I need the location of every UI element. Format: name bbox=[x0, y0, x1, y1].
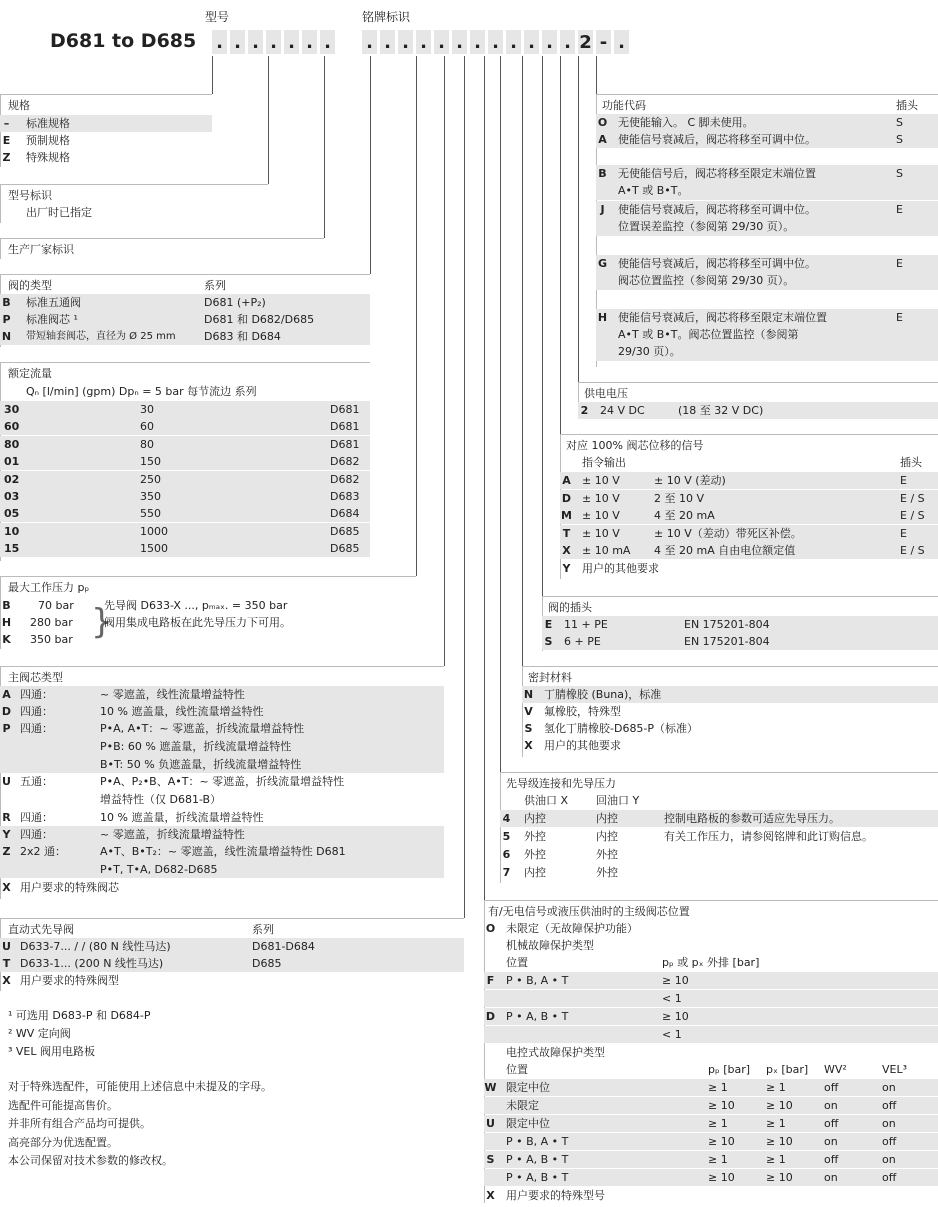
spool-type: 四通： bbox=[20, 828, 53, 841]
spool-row: U 五通： P•A、P₂•B、A•T：~ 零遮盖，折线流量增益特性 增益特性（仅 D681-B） bbox=[2, 775, 345, 806]
signal-title: 对应 100% 阀芯位移的信号 bbox=[566, 439, 704, 452]
flow-series: D681 bbox=[330, 420, 360, 434]
flow-value: 150 bbox=[140, 455, 161, 469]
code-box: . bbox=[284, 30, 299, 54]
seal-row: X 用户的其他要求 bbox=[524, 739, 621, 752]
cell: off bbox=[824, 1153, 839, 1166]
spec-row: E 预制规格 bbox=[2, 134, 70, 147]
cell: P • A, B • T bbox=[506, 1153, 569, 1166]
pilot-conn-row: 4 内控 内控 bbox=[500, 810, 938, 827]
flow-row bbox=[0, 523, 370, 540]
seal-row: S 氢化丁腈橡胶-D685-P（标准） bbox=[524, 722, 699, 735]
model-id-title: 型号标识 bbox=[8, 189, 52, 202]
connector-row: S 6 + PE EN 175201-804 bbox=[542, 633, 938, 650]
cell: P • A, B • T bbox=[506, 1171, 569, 1184]
signal-value: ± 10 V (差动) bbox=[654, 474, 726, 487]
pressure-note: 阀用集成电路板在此先导压力下可用。 bbox=[104, 616, 291, 629]
code-box: . bbox=[362, 30, 377, 54]
code-box: . bbox=[320, 30, 335, 54]
flow-row bbox=[0, 453, 370, 470]
function-desc: 阀芯位置监控（参阅第 29/30 页）。 bbox=[618, 274, 795, 287]
spool-desc: 10 % 遮盖量，线性流量增益特性 bbox=[100, 705, 264, 718]
cell: ≥ 10 bbox=[708, 1171, 735, 1184]
pilot-title: 直动式先导阀 bbox=[8, 923, 74, 936]
factory-id-title: 生产厂家标识 bbox=[8, 243, 74, 256]
flow-value: 80 bbox=[140, 437, 154, 451]
signal-cmd: ± 10 V bbox=[582, 491, 620, 505]
spool-type: 四通： bbox=[20, 811, 53, 824]
spool-row: R 四通： 10 % 遮盖量，折线流量增益特性 bbox=[2, 811, 264, 824]
code-box: 2 bbox=[579, 31, 592, 53]
pressure-title: 最大工作压力 pₚ bbox=[8, 581, 90, 594]
pressure-row: H 280 bar bbox=[1, 616, 73, 629]
pilot-row: U D633-7... / / (80 N 线性马达) D681-D684 bbox=[0, 938, 464, 955]
flow-row bbox=[0, 401, 370, 418]
flow-row bbox=[0, 471, 370, 488]
factory-id-section bbox=[0, 238, 324, 259]
code-box: . bbox=[524, 30, 539, 54]
valve-type-row: P 标准阀芯 ¹ D681 和 D682/D685 bbox=[0, 311, 370, 328]
flow-series: D682 bbox=[330, 455, 360, 469]
cell: 限定中位 bbox=[506, 1117, 550, 1130]
flow-value: 550 bbox=[140, 507, 161, 521]
flow-series: D681 bbox=[330, 437, 360, 451]
valve-type-row: B 标准五通阀 D681 (+P₂) bbox=[0, 294, 370, 311]
cell: off bbox=[824, 1117, 839, 1130]
spool-row: Y 四通： ~ 零遮盖，折线流量增益特性 bbox=[0, 826, 444, 843]
failsafe-mech-row bbox=[484, 990, 938, 1007]
cell: on bbox=[882, 1153, 896, 1166]
function-desc: 使能信号衰减后，阀芯将移至可调中位。 bbox=[618, 133, 816, 146]
pilot-row: X 用户要求的特殊阀型 bbox=[2, 974, 119, 987]
spool-desc: ~ 零遮盖，折线流量增益特性 bbox=[100, 828, 245, 841]
signal-row: A ± 10 V ± 10 V (差动) E bbox=[560, 472, 938, 489]
cell: ≥ 1 bbox=[708, 1081, 728, 1094]
code-box: . bbox=[542, 30, 557, 54]
signal-plug: E bbox=[900, 474, 907, 487]
pilot-conn-row: 6 外控 外控 bbox=[502, 848, 618, 861]
valve-type-row: N 带短轴套阀芯，直径为 Ø 25 mm D683 和 D684 bbox=[0, 328, 370, 345]
pilot-section bbox=[0, 918, 464, 991]
signal-section bbox=[560, 434, 938, 579]
spool-row: X 用户要求的特殊阀芯 bbox=[2, 881, 119, 894]
cell: ≥ 10 bbox=[662, 974, 689, 987]
flow-code: 03 bbox=[4, 490, 20, 503]
supply-title: 供电电压 bbox=[584, 387, 628, 400]
flow-row bbox=[0, 488, 370, 505]
signal-cmd: ± 10 V bbox=[582, 474, 620, 487]
pilot-conn-x-label: 供油口 X bbox=[524, 794, 569, 807]
brace-icon: } bbox=[91, 602, 113, 642]
model-id-desc: 出厂时已指定 bbox=[26, 206, 92, 219]
spec-section bbox=[0, 94, 212, 167]
code-box: . bbox=[248, 30, 263, 54]
failsafe-elec-row: S P • A, B • T ≥ 1 ≥ 1 off on bbox=[484, 1151, 938, 1168]
spool-desc: P•A, A•T：~ 零遮盖，折线流量增益特性 bbox=[100, 722, 305, 735]
function-row: G 使能信号衰减后，阀芯将移至可调中位。 阀芯位置监控（参阅第 29/30 页）。 E bbox=[596, 255, 938, 290]
function-desc: 无使能信号后，阀芯将移至限定末端位置 bbox=[618, 167, 816, 180]
cell: on bbox=[824, 1099, 838, 1112]
function-title: 功能代码 bbox=[602, 99, 646, 112]
cell: ≥ 10 bbox=[766, 1171, 793, 1184]
valve-type-title: 阀的类型 bbox=[8, 279, 52, 292]
function-row: J 使能信号衰减后，阀芯将移至可调中位。 位置误差监控（参阅第 29/30 页）。 E bbox=[596, 201, 938, 236]
signal-value: 4 至 20 mA 自由电位额定值 bbox=[654, 544, 796, 558]
seal-row: V 氟橡胶，特殊型 bbox=[524, 705, 621, 718]
spool-type: 用户要求的特殊阀芯 bbox=[20, 881, 119, 894]
function-desc: A•T 或 B•T。 bbox=[618, 184, 689, 197]
signal-plug: E bbox=[900, 526, 907, 540]
cell: ≥ 10 bbox=[766, 1135, 793, 1148]
failsafe-elec-row bbox=[484, 1097, 938, 1114]
function-plug: E bbox=[896, 257, 903, 270]
signal-value: ± 10 V（差动）带死区补偿。 bbox=[654, 526, 802, 540]
flow-series: D684 bbox=[330, 507, 360, 521]
spool-desc: P•T, T•A, D682-D685 bbox=[100, 863, 218, 876]
code-box: . bbox=[380, 30, 395, 54]
cell: ≥ 10 bbox=[708, 1135, 735, 1148]
notes bbox=[8, 1078, 272, 1171]
signal-cmd: ± 10 V bbox=[582, 526, 620, 540]
note: 并非所有组合产品均可提供。 bbox=[8, 1117, 151, 1130]
pilot-series-label: 系列 bbox=[252, 923, 274, 936]
code-box: . bbox=[266, 30, 281, 54]
spool-desc: A•T、B•T₂：~ 零遮盖，线性流量增益特性 D681 bbox=[100, 845, 346, 858]
flow-code: 05 bbox=[4, 507, 20, 521]
connector-title: 阀的插头 bbox=[548, 601, 592, 614]
function-plug: S bbox=[896, 116, 903, 129]
code-box: . bbox=[488, 30, 503, 54]
signal-row: Y 用户的其他要求 bbox=[562, 562, 659, 575]
failsafe-mech-row bbox=[484, 1026, 938, 1043]
code-box: . bbox=[434, 30, 449, 54]
cell: 用户要求的特殊型号 bbox=[506, 1189, 605, 1202]
code-box: . bbox=[560, 30, 575, 54]
pilot-conn-row: 7 内控 外控 bbox=[502, 866, 618, 879]
function-row: H 使能信号衰减后，阀芯将移至限定末端位置 A•T 或 B•T。阀芯位置监控（参阅第 29/30 页）。 E bbox=[596, 309, 938, 361]
cell: VEL³ bbox=[882, 1063, 908, 1076]
flow-code: 02 bbox=[4, 472, 20, 486]
code-box: . bbox=[452, 30, 467, 54]
seal-title: 密封材料 bbox=[528, 671, 572, 684]
model-id-section bbox=[0, 184, 268, 223]
cell: 机械故障保护类型 bbox=[506, 939, 594, 952]
plug-label: 插头 bbox=[896, 99, 918, 112]
spool-desc: P•B: 60 % 遮盖量，折线流量增益特性 bbox=[100, 740, 292, 753]
function-desc: 29/30 页）。 bbox=[618, 345, 681, 358]
connector-row: E 11 + PE EN 175201-804 bbox=[542, 616, 938, 633]
cell: off bbox=[882, 1171, 897, 1184]
seal-row: N 丁腈橡胶 (Buna)，标准 bbox=[522, 686, 938, 703]
signal-plug-label: 插头 bbox=[900, 456, 922, 469]
failsafe-mech-row: D P • A, B • T ≥ 10 bbox=[484, 1008, 938, 1025]
code-box: . bbox=[614, 30, 629, 54]
flow-code: 10 bbox=[4, 524, 20, 538]
flow-value: 250 bbox=[140, 472, 161, 486]
signal-row: X ± 10 mA 4 至 20 mA 自由电位额定值 E / S bbox=[560, 542, 938, 559]
spool-type: 四通： bbox=[20, 705, 53, 718]
code-box: - bbox=[596, 30, 611, 54]
signal-cmd: ± 10 mA bbox=[582, 544, 631, 558]
flow-row bbox=[0, 540, 370, 557]
signal-row: M ± 10 V 4 至 20 mA E / S bbox=[560, 507, 938, 524]
seal-section bbox=[522, 666, 938, 757]
function-desc: 无使能输入。 C 脚未使用。 bbox=[618, 116, 754, 129]
supply-row: 2 24 V DC (18 至 32 V DC) bbox=[578, 402, 938, 419]
signal-cmd-label: 指令输出 bbox=[582, 456, 626, 469]
flow-series: D683 bbox=[330, 490, 360, 503]
cell: on bbox=[824, 1135, 838, 1148]
code-box: . bbox=[416, 30, 431, 54]
valve-type-section bbox=[0, 274, 370, 347]
failsafe-section bbox=[484, 900, 938, 1203]
failsafe-header bbox=[484, 1061, 938, 1078]
spool-desc: 10 % 遮盖量，折线流量增益特性 bbox=[100, 811, 264, 824]
signal-plug: E / S bbox=[900, 509, 925, 523]
code-box: . bbox=[470, 30, 485, 54]
function-row: B 无使能信号后，阀芯将移至限定末端位置 A•T 或 B•T。 S bbox=[596, 165, 938, 200]
pilot-conn-note: 有关工作压力，请参阅铭牌和此订购信息。 bbox=[664, 830, 873, 843]
code-box: . bbox=[212, 30, 227, 54]
function-plug: E bbox=[896, 311, 903, 324]
function-plug: E bbox=[896, 203, 903, 216]
cell: P • B, A • T bbox=[506, 974, 569, 987]
spool-type: 四通： bbox=[20, 688, 53, 701]
flow-title: 额定流量 bbox=[8, 367, 52, 380]
spool-type: 五通： bbox=[20, 775, 53, 788]
spool-desc: B•T: 50 % 负遮盖量，折线流量增益特性 bbox=[100, 758, 302, 771]
cell: off bbox=[882, 1099, 897, 1112]
cell: < 1 bbox=[662, 992, 682, 1005]
flow-row bbox=[0, 436, 370, 453]
failsafe-header bbox=[484, 954, 938, 971]
function-plug: S bbox=[896, 133, 903, 146]
note: 对于特殊选配件，可能使用上述信息中未提及的字母。 bbox=[8, 1080, 272, 1093]
spool-row: Z 2x2 通： A•T、B•T₂：~ 零遮盖，线性流量增益特性 D681 P•T, T•A, D682-D685 bbox=[0, 843, 444, 878]
spool-row: A 四通： ~ 零遮盖，线性流量增益特性 bbox=[0, 686, 444, 703]
nameplate-label: 铭牌标识 bbox=[362, 10, 411, 24]
flow-value: 1000 bbox=[140, 524, 168, 538]
cell: on bbox=[824, 1171, 838, 1184]
failsafe-subtitle bbox=[484, 937, 938, 954]
cell: on bbox=[882, 1081, 896, 1094]
flow-row bbox=[0, 418, 370, 435]
pilot-conn-row: 5 外控 内控 bbox=[502, 830, 618, 843]
code-box: . bbox=[506, 30, 521, 54]
cell: ≥ 10 bbox=[662, 1010, 689, 1023]
cell: on bbox=[882, 1117, 896, 1130]
function-section bbox=[596, 94, 938, 367]
footnote: ³ VEL 阀用电路板 bbox=[8, 1045, 96, 1058]
cell: 位置 bbox=[506, 956, 528, 969]
cell: ≥ 10 bbox=[708, 1099, 735, 1112]
spool-desc: P•A、P₂•B、A•T：~ 零遮盖，折线流量增益特性 bbox=[100, 775, 345, 788]
pressure-section bbox=[0, 576, 416, 649]
cell: ≥ 10 bbox=[766, 1099, 793, 1112]
cell: ≥ 1 bbox=[766, 1117, 786, 1130]
flow-code: 80 bbox=[4, 437, 20, 451]
connector-section bbox=[542, 596, 938, 651]
signal-plug: E / S bbox=[900, 491, 925, 505]
cell: 未限定（无故障保护功能） bbox=[506, 922, 638, 935]
series-label: 系列 bbox=[204, 279, 226, 292]
pressure-row: K 350 bar bbox=[2, 633, 73, 646]
pilot-row: T D633-1... (200 N 线性马达) D685 bbox=[0, 955, 464, 972]
note: 高亮部分为优选配置。 bbox=[8, 1135, 118, 1149]
cell: ≥ 1 bbox=[708, 1117, 728, 1130]
spool-row: D 四通： 10 % 遮盖量，线性流量增益特性 bbox=[0, 703, 444, 720]
page-title: D681 to D685 bbox=[50, 30, 197, 52]
cell: ≥ 1 bbox=[766, 1081, 786, 1094]
spool-type: 2x2 通： bbox=[20, 845, 67, 858]
cell: off bbox=[824, 1081, 839, 1094]
flow-series: D685 bbox=[330, 524, 360, 538]
flow-value: 350 bbox=[140, 490, 161, 503]
function-desc: A•T 或 B•T。阀芯位置监控（参阅第 bbox=[618, 328, 799, 341]
code-box: . bbox=[398, 30, 413, 54]
function-desc: 使能信号衰减后，阀芯将移至限定末端位置 bbox=[618, 311, 827, 324]
function-plug: S bbox=[896, 167, 903, 180]
flow-code: 30 bbox=[4, 403, 20, 416]
function-row: A 使能信号衰减后，阀芯将移至可调中位。 S bbox=[596, 131, 938, 148]
pressure-note: 先导阀 D633-X ..., pₘₐₓ. = 350 bar bbox=[104, 599, 288, 612]
footnotes bbox=[8, 1007, 151, 1061]
model-label: 型号 bbox=[205, 10, 230, 24]
flow-section bbox=[0, 362, 370, 561]
pilot-conn-note: 控制电路板的参数可适应先导压力。 bbox=[664, 812, 840, 825]
signal-plug: E / S bbox=[900, 544, 925, 558]
failsafe-elec-row bbox=[484, 1133, 938, 1150]
flow-value: 60 bbox=[140, 420, 154, 434]
function-row: O 无使能输入。 C 脚未使用。 S bbox=[596, 114, 938, 131]
spool-desc: 增益特性（仅 D681-B） bbox=[100, 793, 222, 806]
code-box: . bbox=[230, 30, 245, 54]
footnote: ¹ 可选用 D683-P 和 D684-P bbox=[8, 1009, 151, 1022]
cell: pₚ [bar] bbox=[708, 1063, 751, 1076]
cell: pₚ 或 pₓ 外排 [bar] bbox=[662, 956, 760, 969]
signal-cmd: ± 10 V bbox=[582, 509, 620, 523]
pilot-conn-y-label: 回油口 Y bbox=[596, 794, 640, 807]
flow-subtitle: Qₙ [l/min] (gpm) Dpₙ = 5 bar 每节流边 系列 bbox=[26, 385, 257, 398]
code-box: . bbox=[302, 30, 317, 54]
signal-value: 4 至 20 mA bbox=[654, 509, 715, 523]
spool-type: 四通： bbox=[20, 722, 53, 735]
failsafe-elec-row bbox=[484, 1169, 938, 1186]
cell: ≥ 1 bbox=[708, 1153, 728, 1166]
spec-row: Z 特殊规格 bbox=[2, 151, 70, 164]
signal-value: 2 至 10 V bbox=[654, 491, 705, 505]
spool-title: 主阀芯类型 bbox=[8, 671, 63, 684]
flow-series: D685 bbox=[330, 542, 360, 556]
flow-row bbox=[0, 505, 370, 522]
note: 本公司保留对技术参数的修改权。 bbox=[8, 1154, 173, 1167]
failsafe-subtitle bbox=[484, 1044, 938, 1061]
failsafe-elec-row: W 限定中位 ≥ 1 ≥ 1 off on bbox=[484, 1079, 938, 1096]
flow-code: 60 bbox=[4, 420, 20, 434]
failsafe-row: O 未限定（无故障保护功能） bbox=[485, 922, 638, 935]
cell: 电控式故障保护类型 bbox=[506, 1046, 605, 1059]
failsafe-elec-row: U 限定中位 ≥ 1 ≥ 1 off on bbox=[484, 1115, 938, 1132]
cell: WV² bbox=[824, 1063, 847, 1076]
supply-section bbox=[578, 382, 938, 419]
pilot-conn-title: 先导级连接和先导压力 bbox=[506, 777, 616, 790]
signal-row: T ± 10 V ± 10 V（差动）带死区补偿。 E bbox=[560, 525, 938, 542]
cell: 位置 bbox=[506, 1063, 528, 1076]
cell: P • A, B • T bbox=[506, 1010, 569, 1023]
spool-desc: ~ 零遮盖，线性流量增益特性 bbox=[100, 688, 245, 701]
signal-cmd: 用户的其他要求 bbox=[582, 562, 659, 575]
spec-row: – 标准规格 bbox=[0, 115, 212, 132]
cell: 未限定 bbox=[506, 1099, 539, 1112]
cell: 限定中位 bbox=[506, 1081, 550, 1094]
cell: off bbox=[882, 1135, 897, 1148]
function-desc: 使能信号衰减后，阀芯将移至可调中位。 bbox=[618, 203, 816, 216]
spool-row: P 四通： P•A, A•T：~ 零遮盖，折线流量增益特性 P•B: 60 % 遮盖量，折线流量增益特性 B•T: 50 % 负遮盖量，折线流量增益特性 bbox=[0, 720, 444, 773]
flow-value: 1500 bbox=[140, 542, 168, 556]
cell: P • B, A • T bbox=[506, 1135, 569, 1148]
spool-section bbox=[0, 666, 444, 899]
flow-series: D681 bbox=[330, 403, 360, 416]
flow-code: 15 bbox=[4, 542, 20, 556]
flow-series: D682 bbox=[330, 472, 360, 486]
note: 选配件可能提高售价。 bbox=[8, 1098, 118, 1112]
failsafe-mech-row: F P • B, A • T ≥ 10 bbox=[484, 972, 938, 989]
function-desc: 位置误差监控（参阅第 29/30 页）。 bbox=[618, 220, 795, 233]
failsafe-row: X 用户要求的特殊型号 bbox=[486, 1189, 605, 1202]
cell: < 1 bbox=[662, 1028, 682, 1041]
function-desc: 使能信号衰减后，阀芯将移至可调中位。 bbox=[618, 257, 816, 270]
spec-title: 规格 bbox=[8, 99, 30, 112]
cell: ≥ 1 bbox=[766, 1153, 786, 1166]
footnote: ² WV 定向阀 bbox=[8, 1027, 71, 1040]
signal-row: D ± 10 V 2 至 10 V E / S bbox=[560, 490, 938, 507]
pressure-row: B 70 bar bbox=[2, 599, 74, 612]
flow-code: 01 bbox=[4, 455, 20, 469]
flow-value: 30 bbox=[140, 403, 154, 416]
pilot-conn-section bbox=[500, 772, 938, 883]
cell: pₓ [bar] bbox=[766, 1063, 809, 1076]
failsafe-title: 有/无电信号或液压供油时的主级阀芯位置 bbox=[488, 905, 690, 918]
